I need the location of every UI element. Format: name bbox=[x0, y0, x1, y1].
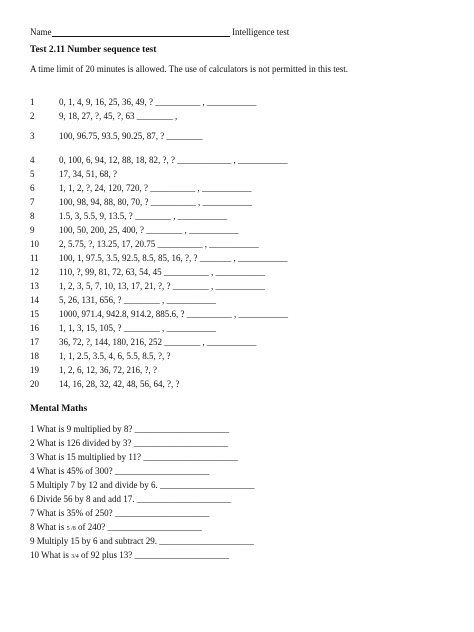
sequence-item bbox=[30, 379, 450, 391]
mental-maths-question bbox=[30, 550, 229, 560]
sequence-text: 1, 1, 3, 15, 105, ? ________ , ___________ bbox=[59, 323, 216, 333]
item-number: 11 bbox=[30, 253, 39, 263]
sequence-item bbox=[30, 155, 450, 167]
item-number: 9 bbox=[30, 225, 35, 235]
item-number: 1 bbox=[30, 97, 35, 107]
sequence-item bbox=[30, 239, 450, 251]
sequence-item bbox=[30, 267, 450, 279]
mental-maths-question: 9 Multiply 15 by 6 and subtract 29. _____________________ bbox=[30, 536, 254, 546]
sequence-text: 100, 50, 200, 25, 400, ? ________ , ___________ bbox=[59, 225, 239, 235]
item-number: 19 bbox=[30, 365, 39, 375]
sequence-item bbox=[30, 295, 450, 307]
sequence-text: 1.5, 3, 5.5, 9, 13.5, ? ________ , ___________ bbox=[59, 211, 228, 221]
sequence-item bbox=[30, 111, 450, 123]
sequence-text: 5, 26, 131, 656, ? ________ , ___________ bbox=[59, 295, 216, 305]
header-title: Intelligence test bbox=[232, 27, 290, 37]
mental-maths-question: 3 What is 15 multiplied by 11? _____________________ bbox=[30, 452, 238, 462]
sequence-item bbox=[30, 337, 450, 349]
sequence-item bbox=[30, 323, 450, 335]
item-number: 18 bbox=[30, 351, 39, 361]
sequence-text: 100, 98, 94, 88, 80, 70, ? __________ , ___________ bbox=[59, 197, 252, 207]
sequence-text: 14, 16, 28, 32, 42, 48, 56, 64, ?, ? bbox=[59, 379, 180, 389]
sequence-item bbox=[30, 253, 450, 265]
sequence-text: 1000, 971.4, 942.8, 914.2, 885.6, ? __________ , ___________ bbox=[59, 309, 288, 319]
mental-maths-question: 1 What is 9 multiplied by 8? _____________________ bbox=[30, 424, 230, 434]
mental-maths-question: 4 What is 45% of 300? _____________________ bbox=[30, 466, 210, 476]
item-number: 7 bbox=[30, 197, 35, 207]
sequence-item bbox=[30, 183, 450, 195]
item-number: 16 bbox=[30, 323, 39, 333]
sequence-item bbox=[30, 169, 450, 181]
sequence-item bbox=[30, 97, 450, 109]
item-number: 6 bbox=[30, 183, 35, 193]
test-instructions: A time limit of 20 minutes is allowed. The use of calculators is not permitted in this test. bbox=[30, 64, 349, 74]
sequence-text: 0, 100, 6, 94, 12, 88, 18, 82, ?, ? ____________ , ___________ bbox=[59, 155, 288, 165]
sequence-item bbox=[30, 225, 450, 237]
mental-maths-question: 5 Multiply 7 by 12 and divide by 6. _____________________ bbox=[30, 480, 255, 490]
question-text: of 240? _____________________ bbox=[75, 522, 203, 532]
page-header bbox=[30, 27, 444, 39]
item-number: 14 bbox=[30, 295, 39, 305]
mental-maths-question: 2 What is 126 divided by 3? _____________________ bbox=[30, 438, 229, 448]
fraction: 3/4 bbox=[71, 554, 79, 560]
sequence-item bbox=[30, 309, 450, 321]
sequence-text: 9, 18, 27, ?, 45, ?, 63 ________ , bbox=[59, 111, 178, 121]
item-number: 12 bbox=[30, 267, 39, 277]
item-number: 15 bbox=[30, 309, 39, 319]
item-number: 20 bbox=[30, 379, 39, 389]
sequence-item bbox=[30, 365, 450, 377]
item-number: 10 bbox=[30, 239, 39, 249]
sequence-item bbox=[30, 131, 450, 143]
sequence-text: 1, 1, 2.5, 3.5, 4, 6, 5.5, 8.5, ?, ? bbox=[59, 351, 171, 361]
sequence-text: 1, 2, 3, 5, 7, 10, 13, 17, 21, ?, ? ________ , ___________ bbox=[59, 281, 265, 291]
sequence-text: 1, 1, 2, ?, 24, 120, 720, ? __________ , ___________ bbox=[59, 183, 252, 193]
item-number: 3 bbox=[30, 131, 35, 141]
item-number: 4 bbox=[30, 155, 35, 165]
sequence-item bbox=[30, 211, 450, 223]
mental-maths-question: 7 What is 35% of 250? _____________________ bbox=[30, 508, 210, 518]
sequence-text: 2, 5.75, ?, 13.25, 17, 20.75 __________ , ___________ bbox=[59, 239, 259, 249]
item-number: 8 bbox=[30, 211, 35, 221]
sequence-text: 36, 72, ?, 144, 180, 216, 252 ________ , ___________ bbox=[59, 337, 257, 347]
fraction: 5 /8 bbox=[66, 526, 76, 532]
sequence-text: 0, 1, 4, 9, 16, 25, 36, 49, ? __________ , ___________ bbox=[59, 97, 257, 107]
item-number: 17 bbox=[30, 337, 39, 347]
sequence-text: 17, 34, 51, 68, ? bbox=[59, 169, 117, 179]
sequence-item bbox=[30, 281, 450, 293]
sequence-text: 100, 96.75, 93.5, 90.25, 87, ? ________ bbox=[59, 131, 203, 141]
mental-maths-heading: Mental Maths bbox=[30, 404, 88, 414]
sequence-text: 100, 1, 97.5, 3.5, 92.5, 8.5, 85, 16, ?, ? _______ , ___________ bbox=[59, 253, 288, 263]
mental-maths-question bbox=[30, 522, 202, 532]
item-number: 5 bbox=[30, 169, 35, 179]
mental-maths-question: 6 Divide 56 by 8 and add 17. _____________________ bbox=[30, 494, 232, 504]
question-text: 10 What is bbox=[30, 550, 72, 560]
sequence-text: 110, ?, 99, 81, 72, 63, 54, 45 __________ , ___________ bbox=[59, 267, 266, 277]
question-text: of 92 plus 13? _____________________ bbox=[78, 550, 230, 560]
question-text: 8 What is bbox=[30, 522, 67, 532]
item-number: 13 bbox=[30, 281, 39, 291]
name-field-line[interactable] bbox=[52, 36, 230, 37]
sequence-text: 1, 2, 6, 12, 36, 72, 216, ?, ? bbox=[59, 365, 157, 375]
test-heading: Test 2.11 Number sequence test bbox=[30, 45, 157, 55]
item-number: 2 bbox=[30, 111, 35, 121]
sequence-item bbox=[30, 197, 450, 209]
sequence-item bbox=[30, 351, 450, 363]
name-label: Name bbox=[30, 27, 52, 37]
